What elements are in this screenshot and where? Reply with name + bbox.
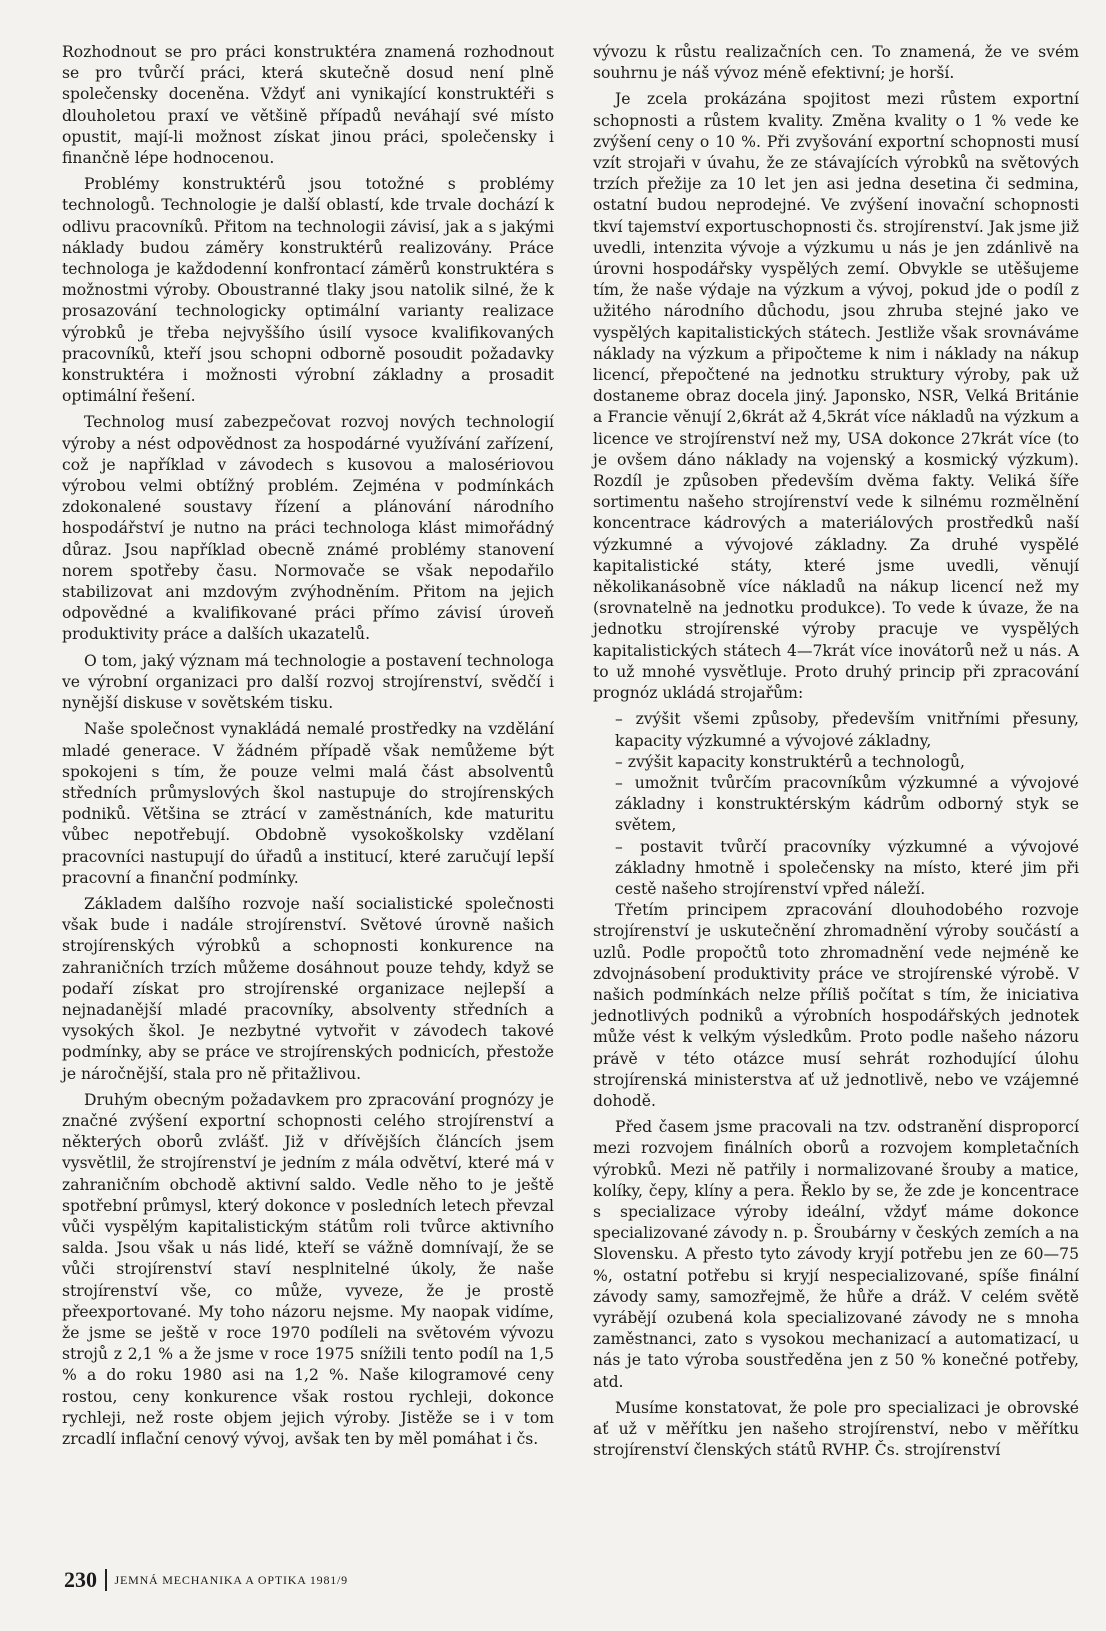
paragraph: Před časem jsme pracovali na tzv. odstranění disproporcí mezi rozvojem finálních oborů a rozvojem kompletačních výrobků. Mezi ně patřily i normalizované šrouby a matice, kolíky, čepy, klíny a pera. Řeklo by se, že zde je koncentrace s specializace výroby ideální, vždyť máme dokonce specializované závody n. p. Šroubárny v českých zemích a na Slovensku. A přesto tyto závody kryjí potřebu jen ze 60—75 %, ostatní potřebu si kryjí nespecializované, spíše finální závody samy, samozřejmě, že hůře a dráž. V celém světě vyrábějí ozubená kola specializované závody ne s mnoha zaměstnanci, zato s vysokou mechanizací a automatizací, u nás je tato výroba soustředěna jen z 50 % konečné potřeby, atd.: [593, 1118, 1079, 1391]
paragraph: Druhým obecným požadavkem pro zpracování prognózy je značné zvýšení exportní schopnosti celého strojírenství a některých oborů zvlášť. Již v dřívějších článcích jsem vysvětlil, že strojírenství je jedním z mála odvětví, které má v zahraničním obchodě aktivní saldo. Vedle něho to je ještě spotřební průmysl, který dokonce v posledních letech převzal vůči vyspělým kapitalistickým státům roli tvůrce aktivního salda. Jsou však u nás lidé, kteří se vážně domnívají, že se vůči strojírenství staví nesplnitelné úkoly, že naše strojírenství vše, co může, vyveze, že je prostě přeexportované. My toho názoru nejsme. My naopak vidíme, že jsme se ještě v roce 1970 podíleli na světovém vývozu strojů z 2,1 % a že jsme v roce 1975 snížili tento podíl na 1,5 % a do roku 1980 asi na 1,2 %. Naše kilogramové ceny rostou, ceny konkurence však rostou rychleji, dokonce rychleji, než roste objem jejich výroby. Jistěže se i v tom zrcadlí inflační cenový vývoj, avšak ten by měl pomáhat i čs.: [62, 1090, 554, 1448]
paragraph: Základem dalšího rozvoje naší socialistické společnosti však bude i nadále strojírenství. Světové úrovně našich strojírenských výrobků a schopnosti konkurence na zahraničních trzích můžeme dosáhnout pouze tehdy, když se podaří získat pro strojírenské organizace nejlepší a nejnadanější mladé pracovníky, absolventy středních a vysokých škol. Je nezbytné vytvořit v závodech takové podmínky, aby se práce ve strojírenských podnicích, přestože je náročnější, stala pro ně přitažlivou.: [62, 894, 554, 1083]
paragraph: vývozu k růstu realizačních cen. To znamená, že ve svém souhrnu je náš vývoz méně efektivní; je horší.: [593, 43, 1079, 83]
right-column: [593, 42, 1079, 1466]
paragraph: Problémy konstruktérů jsou totožné s problémy technologů. Technologie je další oblastí, kde trvale dochází k odlivu pracovníků. Přitom na technologii závisí, jak a s jakými náklady budou záměry konstruktérů realizovány. Práce technologa je každodenní konfrontací záměrů konstruktéra s možnostmi výroby. Oboustranné tlaky jsou natolik silné, že k prosazování technologicky optimální varianty realizace výrobků je třeba nejvyššího úsilí vysoce kvalifikovaných pracovníků, kteří jsou schopni odborně posoudit požadavky konstruktéra i možnosti výrobní základny a prosadit optimální řešení.: [62, 175, 554, 406]
list-item: – umožnit tvůrčím pracovníkům výzkumné a vývojové základny i konstruktérským kádrům odborný styk se světem,: [615, 773, 1079, 835]
list-item: – zvýšit všemi způsoby, především vnitřními přesuny, kapacity výzkumné a vývojové základny,: [615, 710, 1079, 750]
footer-divider: [105, 1569, 107, 1591]
page-footer: [64, 1567, 348, 1593]
paragraph: Naše společnost vynakládá nemalé prostředky na vzdělání mladé generace. V žádném případě však nemůžeme být spokojeni s tím, že pouze velmi malá část absolventů středních průmyslových škol nastupuje do strojírenských podniků. Většina se ztrácí v zaměstnáních, kde maturitu vůbec nepotřebují. Obdobně vysokoškolsky vzdělaní pracovníci nastupují do úřadů a institucí, které zaručují lepší pracovní a finanční podmínky.: [62, 720, 554, 887]
list-item: – zvýšit kapacity konstruktérů a technologů,: [615, 752, 965, 771]
list-item: – postavit tvůrčí pracovníky výzkumné a vývojové základny hmotně i společensky na místo, které jim při cestě našeho strojírenství vpřed náleží.: [615, 837, 1079, 898]
journal-title: JEMNÁ MECHANIKA A OPTIKA 1981/9: [114, 1572, 348, 1587]
paragraph: O tom, jaký význam má technologie a postavení technologa ve výrobní organizaci pro další rozvoj strojírenství, svědčí i nynější diskuse v sovětském tisku.: [62, 651, 554, 713]
left-column: [62, 42, 554, 1455]
paragraph: Je zcela prokázána spojitost mezi růstem exportní schopnosti a růstem kvality. Změna kvality o 1 % vede ke zvýšení ceny o 10 %. Při zvyšování exportní schopnosti musí vzít strojaři v úvahu, že ze stávajících výrobků na světových trzích přežije za 10 let jen asi jedna desetina či sedmina, ostatní budou neprodejné. Ve zvýšení inovační schopnosti tkví tajemství exportuschopnosti čs. strojírenství. Jak jsme již uvedli, intenzita vývoje a výzkumu u nás je jen zdánlivě na úrovni hospodářsky vyspělých zemí. Obvykle se utěšujeme tím, že naše výdaje na výzkum a vývoj, pokud jde o podíl z užitého národního důchodu, jsou zhruba stejné jako ve vyspělých kapitalistických státech. Jestliže však srovnáváme náklady na výzkum a připočteme k nim i náklady na nákup licencí, přepočtené na jednotku struktury výroby, pak už dostaneme obraz docela jiný. Japonsko, NSR, Velká Británie a Francie věnují 2,6krát až 4,5krát více nákladů na výzkum a licence ve strojírenství než my, USA dokonce 27krát více (to je ovšem dáno náklady na vojenský a kosmický výzkum). Rozdíl je způsoben především dvěma fakty. Veliká šíře sortimentu našeho strojírenství vede k silnému rozmělnění koncentrace kádrových a materiálových prostředků naší výzkumné a vývojové základny. Za druhé vyspělé kapitalistické státy, které jsme uvedli, věnují několikanásobně více nákladů na nákup licencí než my (srovnatelně na jednotku produkce). To vede k úvaze, že na jednotku strojírenské výroby pracuje ve vyspělých kapitalistických státech 4—7krát více inovátorů než u nás. A to už mnohé vysvětluje. Proto druhý princip při zpracování prognóz ukládá strojařům:: [593, 90, 1079, 703]
page-number: 230: [64, 1567, 97, 1592]
paragraph: Musíme konstatovat, že pole pro specializaci je obrovské ať už v měřítku jen našeho strojírenství, nebo v měřítku strojírenství členských států RVHP. Čs. strojírenství: [593, 1398, 1079, 1460]
paragraph: Třetím principem zpracování dlouhodobého rozvoje strojírenství je uskutečnění zhromadnění výroby součástí a uzlů. Podle propočtů toto zhromadnění vede nejméně ke zdvojnásobení produktivity práce ve strojírenské výrobě. V našich podmínkách nelze příliš počítat s tím, že iniciativa jednotlivých podniků a výrobních hospodářských jednotek může vést k velkým výsledkům. Proto podle našeho názoru právě v této otázce musí sehrát rozhodující úlohu strojírenská ministerstva ať už jednotlivě, nebo ve vzájemné dohodě.: [593, 901, 1079, 1110]
paragraph: Technolog musí zabezpečovat rozvoj nových technologií výroby a nést odpovědnost za hospodárné využívání zařízení, což je například v závodech s kusovou a malosériovou výrobou velmi obtížný problém. Zejména v podmínkách zdokonalené soustavy řízení a plánování národního hospodářství je nutno na práci technologa klást mimořádný důraz. Jsou například obecně známé problémy stanovení norem spotřeby času. Normovače se však nepodařilo stabilizovat ani mzdovým zvýhodněním. Přitom na jejich odpovědné a kvalifikované práci přímo závisí úroveň produktivity práce a dalších ukazatelů.: [62, 413, 554, 644]
paragraph: Rozhodnout se pro práci konstruktéra znamená rozhodnout se pro tvůrčí práci, která skutečně dosud není plně společensky doceněna. Vždyť ani vynikající konstruktéři s dlouholetou praxí ve většině případů neváhají své místo opustit, mají-li možnost získat jinou práci, společensky i finančně lépe hodnocenou.: [62, 43, 554, 168]
